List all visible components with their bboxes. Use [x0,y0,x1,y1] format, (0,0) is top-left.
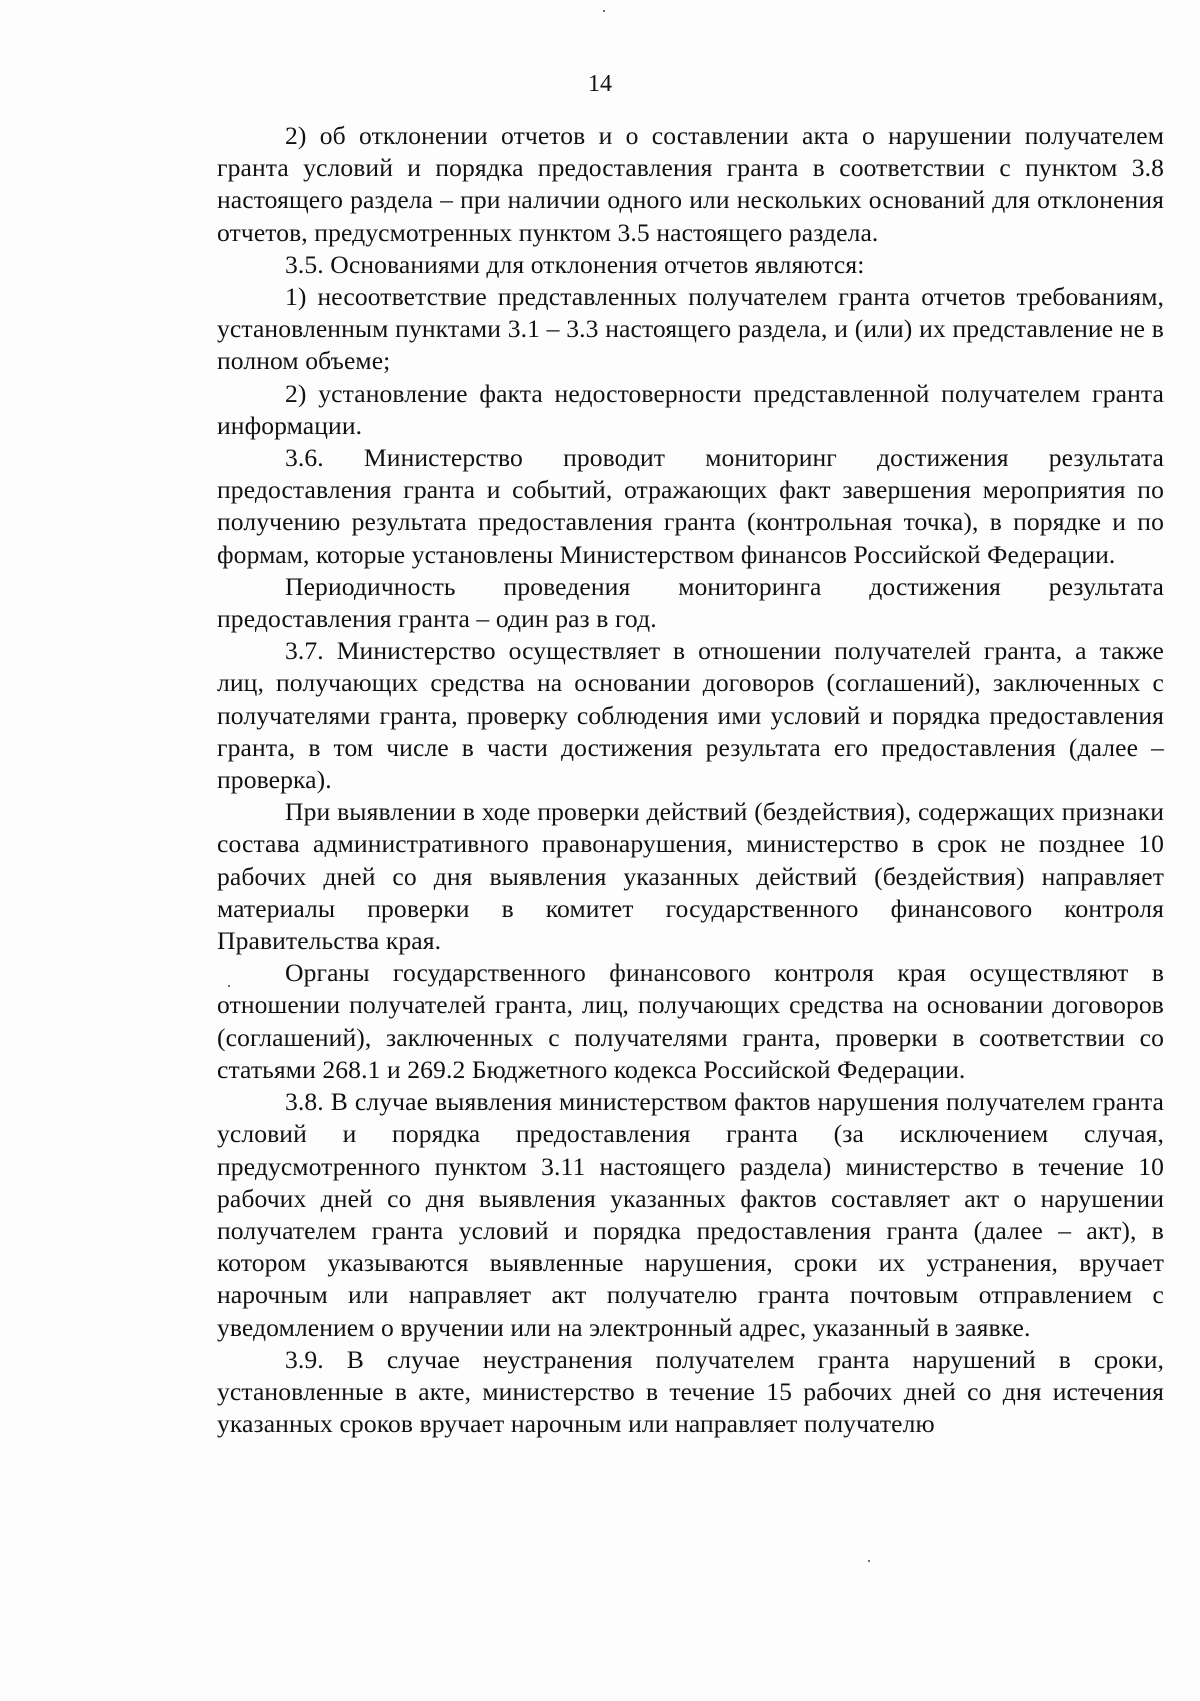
document-body [217,120,1164,1440]
scan-speck [868,1560,870,1562]
paragraph-3-7: 3.7. Министерство осуществляет в отношении получателей гранта, а также лиц, получающих средства на основании договоров (соглашений), заключенных с получателями гранта, проверку соблюдения ими условий и порядка предоставления гранта, в том числе в части достижения результата его предоставления (далее – проверка). [217,636,1164,795]
paragraph-3-5-item-1: 1) несоответствие представленных получателем гранта отчетов требованиям, установленным пунктами 3.1 – 3.3 настоящего раздела, и (или) их представление не в полном объеме; [217,282,1164,376]
paragraph-2-rejection: 2) об отклонении отчетов и о составлении акта о нарушении получателем гранта условий и порядка предоставления гранта в соответствии с пунктом 3.8 настоящего раздела – при наличии одного или нескольких оснований для отклонения отчетов, предусмотренных пунктом 3.5 настоящего раздела. [217,121,1164,247]
paragraph-3-8: 3.8. В случае выявления министерством фактов нарушения получателем гранта условий и порядка предоставления гранта (за исключением случая, предусмотренного пунктом 3.11 настоящего раздела) министерство в течение 10 рабочих дней со дня выявления указанных фактов составляет акт о нарушении получателем гранта условий и порядка предоставления гранта (далее – акт), в котором указываются выявленные нарушения, сроки их устранения, вручает нарочным или направляет акт получателю гранта почтовым отправлением с уведомлением о вручении или на электронный адрес, указанный в заявке. [217,1087,1164,1342]
page-number: 14 [588,71,612,97]
paragraph-3-5-item-2: 2) установление факта недостоверности представленной получателем гранта информации. [217,378,1164,440]
paragraph-3-5: 3.5. Основаниями для отклонения отчетов являются: [285,249,865,279]
paragraph-3-9: 3.9. В случае неустранения получателем гранта нарушений в сроки, установленные в акте, министерство в течение 15 рабочих дней со дня истечения указанных сроков вручает нарочным или направляет получателю [217,1344,1164,1439]
paragraph-3-6: 3.6. Министерство проводит мониторинг достижения результата предоставления гранта и событий, отражающих факт завершения мероприятия по получению результата предоставления гранта (контрольная точка), в порядке и по формам, которые установлены Министерством финансов Российской Федерации. [217,443,1164,569]
paragraph-financial-control: Органы государственного финансового контроля края осуществляют в отношении получателей гранта, лиц, получающих средства на основании договоров (соглашений), заключенных с получателями гранта, проверки в соответствии со статьями 268.1 и 269.2 Бюджетного кодекса Российской Федерации. [217,958,1164,1084]
paragraph-monitoring-periodicity: Периодичность проведения мониторинга достижения результата предоставления гранта – один раз в год. [217,571,1164,634]
paragraph-administrative-violation: При выявлении в ходе проверки действий (бездействия), содержащих признаки состава административного правонарушения, министерство в срок не позднее 10 рабочих дней со дня выявления указанных действий (бездействия) направляет материалы проверки в комитет государственного финансового контроля Правительства края. [217,797,1164,956]
scan-speck [603,10,605,12]
